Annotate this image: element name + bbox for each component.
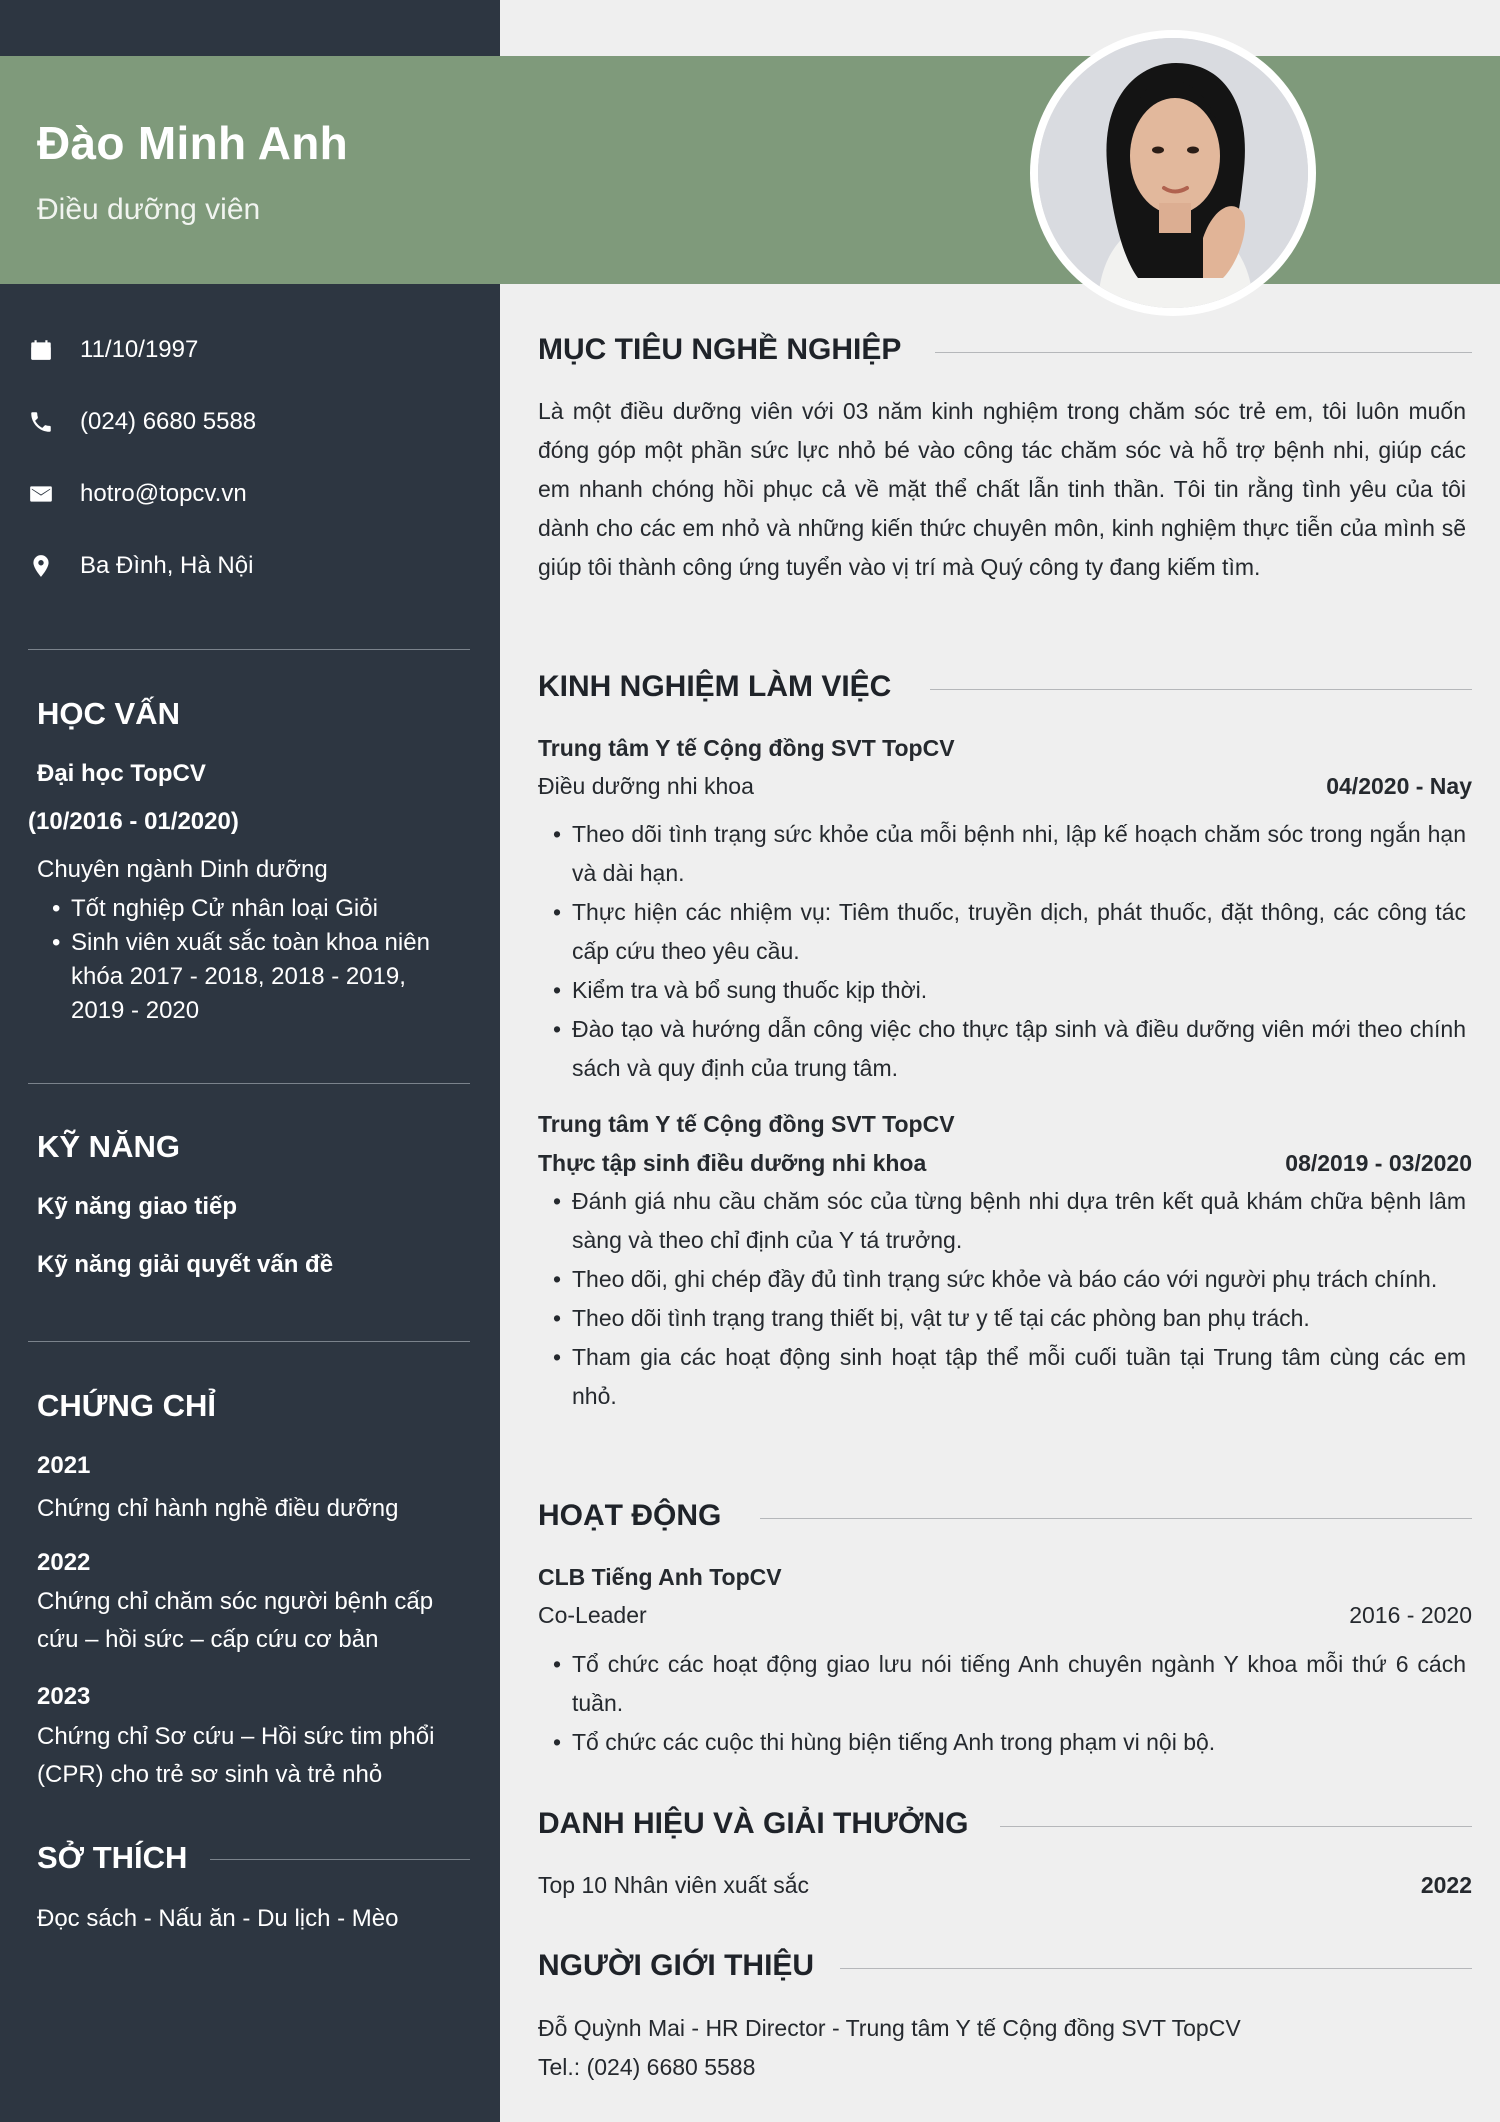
certificates-heading: CHỨNG CHỈ xyxy=(37,1388,216,1423)
phone-icon xyxy=(28,409,54,435)
job-period: 04/2020 - Nay xyxy=(1326,773,1472,799)
avatar xyxy=(1030,30,1316,316)
award-year: 2022 xyxy=(1420,1872,1472,1898)
job-company xyxy=(538,735,1472,762)
reference-tel-row xyxy=(538,2054,1472,2081)
contact-address xyxy=(28,552,253,580)
job-role: Điều dưỡng nhi khoa xyxy=(538,773,754,799)
certificate-name: Chứng chỉ chăm sóc người bệnh cấp cứu – hồi sức – cấp cứu cơ bản xyxy=(37,1588,434,1653)
certificate-year: 2023 xyxy=(37,1683,91,1710)
birthday-text: 11/10/1997 xyxy=(80,336,199,363)
job-role-row xyxy=(538,1150,1472,1177)
references-heading: NGƯỜI GIỚI THIỆU xyxy=(538,1949,836,1983)
list-item: • Tốt nghiệp Cử nhân loại Giỏi xyxy=(52,892,452,926)
sidebar-divider xyxy=(28,1083,470,1084)
list-item: • Thực hiện các nhiệm vụ: Tiêm thuốc, truyền dịch, phát thuốc, đặt thông, các công tác cấp cứu theo yêu cầu. xyxy=(553,893,1466,971)
activity-org-row xyxy=(538,1564,1472,1591)
portrait-illustration xyxy=(1038,38,1308,308)
phone-text: (024) 6680 5588 xyxy=(80,408,257,435)
award-row xyxy=(538,1872,1472,1899)
objective-text: Là một điều dưỡng viên với 03 năm kinh nghiệm trong chăm sóc trẻ em, tôi luôn muốn đóng góp một phần sức lực nhỏ bé vào công tác chăm sóc và hỗ trợ bệnh nhi, giúp các em nhanh chóng hồi phục cả về mặt thể chất lẫn tinh thần. Tôi tin rằng tình yêu của tôi dành cho các em nhỏ và những kiến thức chuyên môn, kinh nghiệm thực tiễn của mình sẽ giúp tôi thành công ứng tuyển vào vị trí mà Quý công ty đang kiếm tìm. xyxy=(538,398,1466,580)
company-name: Trung tâm Y tế Cộng đồng SVT TopCV xyxy=(538,735,955,761)
experience-rule xyxy=(930,689,1472,690)
skills-heading: KỸ NĂNG xyxy=(37,1129,180,1164)
activity-role: Co-Leader xyxy=(538,1602,647,1628)
envelope-icon xyxy=(28,481,54,507)
skill-item: Kỹ năng giải quyết vấn đề xyxy=(37,1251,334,1278)
references-rule xyxy=(840,1968,1472,1969)
certificate-name: Chứng chỉ hành nghề điều dưỡng xyxy=(37,1495,399,1522)
reference-person: Đỗ Quỳnh Mai - HR Director - Trung tâm Y tế Cộng đồng SVT TopCV xyxy=(538,2015,1241,2041)
sidebar-divider xyxy=(28,1341,470,1342)
activity-role-row xyxy=(538,1602,1472,1629)
activities-heading: HOẠT ĐỘNG xyxy=(538,1499,743,1533)
list-item: • Đào tạo và hướng dẫn công việc cho thực tập sinh và điều dưỡng viên mới theo chính sách và quy định của trung tâm. xyxy=(553,1010,1466,1088)
list-item: • Theo dõi tình trạng sức khỏe của mỗi bệnh nhi, lập kế hoạch chăm sóc trong ngắn hạn và dài hạn. xyxy=(553,815,1466,893)
education-major: Chuyên ngành Dinh dưỡng xyxy=(37,856,328,883)
reference-tel: Tel.: (024) 6680 5588 xyxy=(538,2054,756,2080)
objective-rule xyxy=(935,352,1472,353)
job-role: Thực tập sinh điều dưỡng nhi khoa xyxy=(538,1150,927,1176)
objective-heading: MỤC TIÊU NGHỀ NGHIỆP xyxy=(538,333,923,367)
education-school: Đại học TopCV xyxy=(37,760,206,787)
avatar-photo xyxy=(1038,38,1308,308)
list-item: • Tổ chức các hoạt động giao lưu nói tiếng Anh chuyên ngành Y khoa mỗi thứ 6 cách tuần. xyxy=(553,1645,1466,1723)
hobbies-text: Đọc sách - Nấu ăn - Du lịch - Mèo xyxy=(37,1905,399,1932)
activity-period: 2016 - 2020 xyxy=(1349,1602,1472,1628)
sidebar-divider xyxy=(28,649,470,650)
hobbies-rule xyxy=(210,1859,470,1860)
contact-email xyxy=(28,480,247,508)
contact-birthday xyxy=(28,336,198,364)
candidate-title: Điều dưỡng viên xyxy=(37,193,261,226)
candidate-name: Đào Minh Anh xyxy=(37,117,349,169)
list-item: • Tổ chức các cuộc thi hùng biện tiếng Anh trong phạm vi nội bộ. xyxy=(553,1723,1466,1762)
job-period: 08/2019 - 03/2020 xyxy=(1285,1150,1472,1176)
awards-rule xyxy=(1000,1826,1472,1827)
awards-heading: DANH HIỆU VÀ GIẢI THƯỞNG xyxy=(538,1807,991,1841)
certificate-year: 2021 xyxy=(37,1452,91,1479)
job-duties xyxy=(553,815,1466,1088)
award-name: Top 10 Nhân viên xuất sắc xyxy=(538,1872,810,1898)
activities-rule xyxy=(760,1518,1472,1519)
list-item: • Theo dõi tình trạng trang thiết bị, vật tư y tế tại các phòng ban phụ trách. xyxy=(553,1299,1466,1338)
skill-item: Kỹ năng giao tiếp xyxy=(37,1193,238,1220)
hobbies-heading: SỞ THÍCH xyxy=(37,1840,188,1875)
activity-org: CLB Tiếng Anh TopCV xyxy=(538,1564,782,1590)
education-heading: HỌC VẤN xyxy=(37,696,180,731)
job-role-row xyxy=(538,773,1472,800)
list-item: • Theo dõi, ghi chép đầy đủ tình trạng sức khỏe và báo cáo với người phụ trách chính. xyxy=(553,1260,1466,1299)
calendar-icon xyxy=(28,337,54,363)
education-period: (10/2016 - 01/2020) xyxy=(28,808,239,835)
address-text: Ba Đình, Hà Nội xyxy=(80,552,254,579)
email-text: hotro@topcv.vn xyxy=(80,480,247,507)
contact-phone xyxy=(28,408,256,436)
education-list xyxy=(52,892,452,1028)
experience-heading: KINH NGHIỆM LÀM VIỆC xyxy=(538,670,913,704)
sidebar xyxy=(0,0,500,2122)
company-name: Trung tâm Y tế Cộng đồng SVT TopCV xyxy=(538,1111,955,1137)
list-item: • Sinh viên xuất sắc toàn khoa niên khóa 2017 - 2018, 2018 - 2019, 2019 - 2020 xyxy=(52,926,452,1028)
list-item: • Tham gia các hoạt động sinh hoạt tập thể mỗi cuối tuần tại Trung tâm cùng các em nhỏ. xyxy=(553,1338,1466,1416)
job-company xyxy=(538,1111,1472,1138)
job-duties xyxy=(553,1182,1466,1416)
certificate-year: 2022 xyxy=(37,1549,91,1576)
list-item: • Kiểm tra và bổ sung thuốc kịp thời. xyxy=(553,971,1466,1010)
activity-list xyxy=(553,1645,1466,1762)
map-pin-icon xyxy=(28,553,54,579)
certificate-name: Chứng chỉ Sơ cứu – Hồi sức tim phổi (CPR) cho trẻ sơ sinh và trẻ nhỏ xyxy=(37,1723,435,1788)
reference-person-row xyxy=(538,2015,1472,2042)
list-item: • Đánh giá nhu cầu chăm sóc của từng bệnh nhi dựa trên kết quả khám chữa bệnh lâm sàng và theo chỉ định của Y tá trưởng. xyxy=(553,1182,1466,1260)
